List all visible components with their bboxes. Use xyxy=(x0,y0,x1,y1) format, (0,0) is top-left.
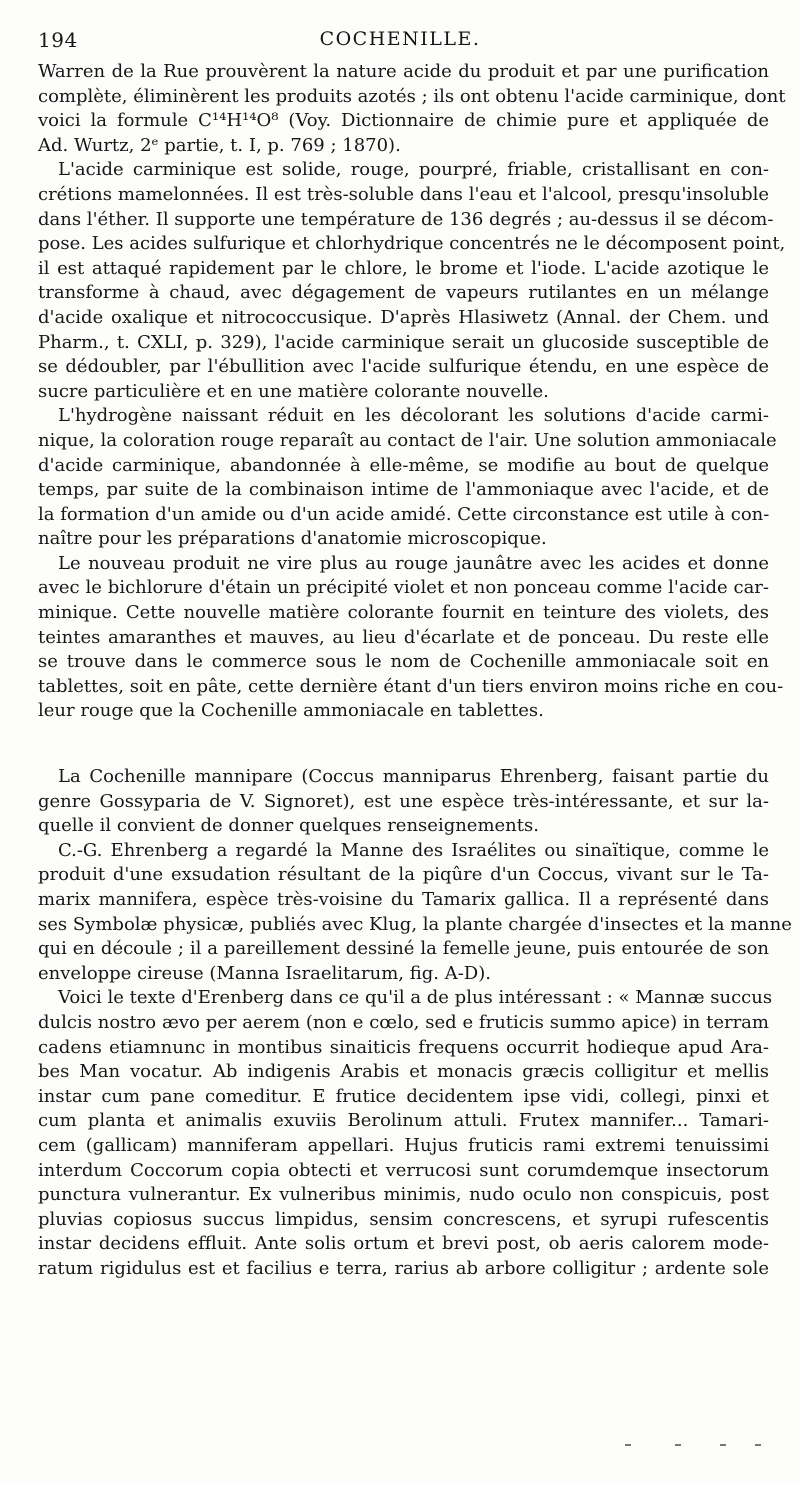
text-line: punctura vulnerantur. Ex vulneribus minimis, nudo oculo non conspicuis, post xyxy=(38,1184,769,1206)
page-number: 194 xyxy=(38,28,78,52)
text-line: La Cochenille mannipare (Coccus manniparus Ehrenberg, faisant partie du xyxy=(58,766,769,788)
text-line: pose. Les acides sulfurique et chlorhydrique concentrés ne le décomposent point, xyxy=(38,233,786,255)
paragraph xyxy=(38,839,792,987)
text-line: interdum Coccorum copia obtecti et verrucosi sunt corumdemque insectorum xyxy=(38,1159,769,1181)
paragraph xyxy=(38,986,773,1281)
text-line: L'acide carminique est solide, rouge, pourpré, friable, cristallisant en con- xyxy=(58,159,769,181)
text-line: quelle il convient de donner quelques renseignements. xyxy=(38,815,539,837)
text-line: crétions mamelonnées. Il est très-soluble dans l'eau et l'alcool, presqu'insoluble xyxy=(38,183,769,205)
paragraph xyxy=(38,60,786,158)
paragraph xyxy=(38,765,769,839)
text-line: ses Symbolæ physicæ, publiés avec Klug, la plante chargée d'insectes et la manne xyxy=(38,913,792,935)
text-line: pluvias copiosus succus limpidus, sensim concrescens, et syrupi rufescentis xyxy=(38,1208,769,1230)
text-line: la formation d'un amide ou d'un acide amidé. Cette circonstance est utile à con- xyxy=(38,503,770,525)
text-line: complète, éliminèrent les produits azotés ; ils ont obtenu l'acide carminique, dont xyxy=(38,85,786,107)
text-line: d'acide carminique, abandonnée à elle-même, se modifie au bout de quelque xyxy=(38,454,769,476)
text-line: il est attaqué rapidement par le chlore, le brome et l'iode. L'acide azotique le xyxy=(38,257,769,279)
text-line: Ad. Wurtz, 2ᵉ partie, t. I, p. 769 ; 1870). xyxy=(38,134,401,156)
text-line: enveloppe cireuse (Manna Israelitarum, fig. A-D). xyxy=(38,962,491,984)
paragraph xyxy=(38,552,784,724)
text-line: Voici le texte d'Erenberg dans ce qu'il a de plus intéressant : « Mannæ succus xyxy=(58,987,773,1009)
text-line: avec le bichlorure d'étain un précipité violet et non ponceau comme l'acide car- xyxy=(38,577,769,599)
text-line: nique, la coloration rouge reparaît au contact de l'air. Une solution ammoniacale xyxy=(38,429,777,451)
text-line: naître pour les préparations d'anatomie microscopique. xyxy=(38,528,547,550)
text-line: bes Man vocatur. Ab indigenis Arabis et monacis græcis colligitur et mellis xyxy=(38,1061,769,1083)
running-title: COCHENILLE. xyxy=(319,28,481,50)
text-line: minique. Cette nouvelle matière colorante fournit en teinture des violets, des xyxy=(38,602,769,624)
text-line: voici la formule C¹⁴H¹⁴O⁸ (Voy. Dictionnaire de chimie pure et appliquée de xyxy=(38,110,769,132)
text-line: teintes amaranthes et mauves, au lieu d'écarlate et de ponceau. Du reste elle xyxy=(38,626,769,648)
text-line: leur rouge que la Cochenille ammoniacale en tablettes. xyxy=(38,700,544,722)
text-line: produit d'une exsudation résultant de la piqûre d'un Coccus, vivant sur le Ta- xyxy=(38,864,769,886)
text-line: dulcis nostro ævo per aerem (non e cœlo, sed e fruticis summo apice) in terram xyxy=(38,1011,769,1033)
text-line: se dédoubler, par l'ébullition avec l'acide sulfurique étendu, en une espèce de xyxy=(38,356,769,378)
text-line: cem (gallicam) manniferam appellari. Hujus fruticis rami extremi tenuissimi xyxy=(38,1134,769,1156)
text-line: tablettes, soit en pâte, cette dernière étant d'un tiers environ moins riche en cou- xyxy=(38,675,784,697)
text-line: temps, par suite de la combinaison intime de l'ammoniaque avec l'acide, et de xyxy=(38,479,769,501)
text-line: cadens etiamnunc in montibus sinaiticis frequens occurrit hodieque apud Ara- xyxy=(38,1036,769,1058)
paragraph xyxy=(38,404,777,552)
text-line: Warren de la Rue prouvèrent la nature acide du produit et par une purification xyxy=(38,61,769,82)
text-line: Le nouveau produit ne vire plus au rouge jaunâtre avec les acides et donne xyxy=(58,552,769,574)
text-line: d'acide oxalique et nitrococcusique. D'après Hlasiwetz (Annal. der Chem. und xyxy=(38,306,769,328)
text-line: C.-G. Ehrenberg a regardé la Manne des Israélites ou sinaïtique, comme le xyxy=(58,839,769,861)
paragraph xyxy=(38,158,786,404)
text-line: sucre particulière et en une matière colorante nouvelle. xyxy=(38,380,549,402)
text-line: qui en découle ; il a pareillement dessiné la femelle jeune, puis entourée de son xyxy=(38,938,769,960)
text-line: genre Gossyparia de V. Signoret), est une espèce très-intéressante, et sur la- xyxy=(38,790,769,812)
text-line: dans l'éther. Il supporte une température de 136 degrés ; au-dessus il se décom- xyxy=(38,208,774,230)
text-line: ratum rigidulus est et facilius e terra, rarius ab arbore colligitur ; ardente sole xyxy=(38,1257,769,1279)
text-line: instar decidens effluit. Ante solis ortum et brevi post, ob aeris calorem mode- xyxy=(38,1233,769,1255)
printer-mark xyxy=(625,1444,765,1448)
page-body xyxy=(38,60,792,1282)
text-line: L'hydrogène naissant réduit en les décolorant les solutions d'acide carmi- xyxy=(58,405,769,427)
text-line: instar cum pane comeditur. E frutice decidentem ipse vidi, collegi, pinxi et xyxy=(38,1085,769,1107)
text-line: cum planta et animalis exuviis Berolinum attuli. Frutex mannifer... Tamari- xyxy=(38,1110,769,1132)
text-line: Pharm., t. CXLI, p. 329), l'acide carminique serait un glucoside susceptible de xyxy=(38,331,769,353)
page-header xyxy=(38,28,762,58)
text-line: marix mannifera, espèce très-voisine du Tamarix gallica. Il a représenté dans xyxy=(38,889,769,910)
section-gap xyxy=(38,724,769,765)
text-line: se trouve dans le commerce sous le nom de Cochenille ammoniacale soit en xyxy=(38,651,769,673)
text-line: transforme à chaud, avec dégagement de vapeurs rutilantes en un mélange xyxy=(38,282,769,304)
